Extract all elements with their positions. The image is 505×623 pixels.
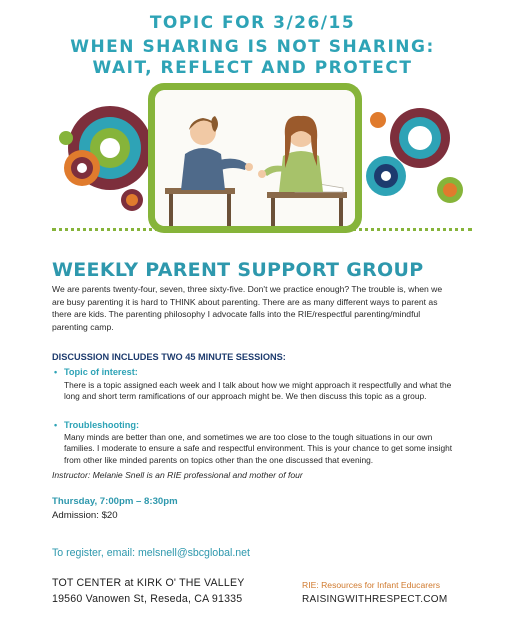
bullet-title-troubleshooting: Troubleshooting:	[64, 420, 140, 430]
bullet-dot-icon: •	[54, 367, 58, 377]
divider-dotted	[52, 228, 472, 231]
discussion-heading: DISCUSSION INCLUDES TWO 45 MINUTE SESSIONS:	[52, 352, 286, 362]
bullet-text-topic: There is a topic assigned each week and I talk about how we might approach it respectfully and what the long and short term ramifications of our approach might be. We then discuss this topic as a group.	[64, 380, 452, 402]
instructor-note: Instructor: Melanie Snell is an RIE professional and mother of four	[52, 470, 303, 480]
rie-tagline: RIE: Resources for Infant Educarers	[302, 580, 441, 590]
admission-price: Admission: $20	[52, 510, 118, 521]
bullet-title-topic: Topic of interest:	[64, 367, 138, 377]
decorative-circles-right	[360, 98, 470, 228]
topic-date: TOPIC FOR 3/26/15	[149, 13, 356, 33]
session-time: Thursday, 7:00pm – 8:30pm	[52, 496, 178, 507]
topic-title-line1: WHEN SHARING IS NOT SHARING:	[70, 37, 435, 57]
illustration-two-women-talking	[155, 90, 355, 226]
venue-address: 19560 Vanowen St, Reseda, CA 91335	[52, 593, 243, 605]
bullet-dot-icon: •	[54, 420, 58, 430]
venue-name: TOT CENTER at KIRK O' THE VALLEY	[52, 577, 245, 589]
bullet-text-troubleshooting: Many minds are better than one, and sometimes we are too close to the tough situations in our own families. I moderate to ensure a safe and respectful environment. This is your chance to get some insight from other like minded parents on topics other than the one discussed that evening.	[64, 432, 453, 465]
decorative-circles-left	[52, 98, 152, 228]
website-link[interactable]: RAISINGWITHRESPECT.COM	[302, 594, 448, 605]
illustration-frame	[148, 83, 362, 233]
register-line: To register, email: melsnell@sbcglobal.net	[52, 547, 251, 559]
topic-title-line2: WAIT, REFLECT AND PROTECT	[92, 58, 413, 78]
section-heading: WEEKLY PARENT SUPPORT GROUP	[52, 259, 424, 281]
intro-paragraph: We are parents twenty-four, seven, three sixty-five. Don't we practice enough? The trouble is, when we are busy parenting it is hard to THINK about parenting. There are as many different ways to parent as there are kids. The parenting philosophy I advocate falls into the RIE/respectful parenting/mindful parenting camp.	[52, 284, 443, 332]
